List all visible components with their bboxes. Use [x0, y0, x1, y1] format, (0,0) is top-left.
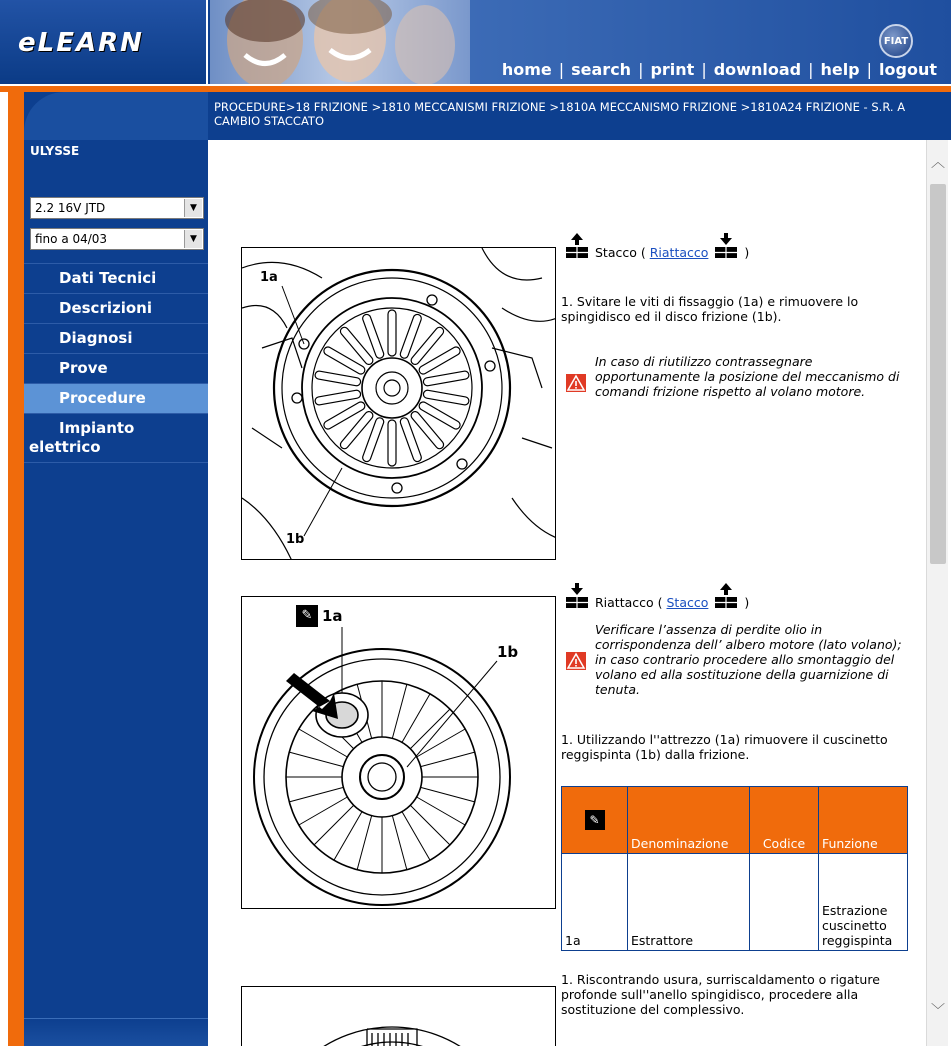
sidebar-menu — [24, 263, 208, 463]
warning-text: In caso di riutilizzo contrassegnare opportunamente la posizione del meccanismo di comandi frizione rispetto al volano motore. — [595, 354, 900, 399]
sidebar-item-prove[interactable]: Prove — [24, 353, 208, 383]
table-header-row — [562, 787, 908, 854]
sidebar-item-dati-tecnici[interactable]: Dati Tecnici — [24, 263, 208, 293]
sidebar-item-procedure[interactable]: Procedure — [24, 383, 208, 413]
model-title: ULYSSE — [30, 144, 80, 158]
tool-icon: ✎ — [296, 605, 318, 627]
banner-people-image — [210, 0, 470, 84]
logo-area — [0, 0, 208, 84]
wrench-icon: ✎ — [585, 810, 605, 830]
riattacco-link[interactable]: Riattacco — [649, 245, 709, 260]
riattacco-close-paren: ) — [744, 595, 750, 610]
table-cell-code — [750, 854, 819, 951]
bearing-removal-figure — [241, 596, 556, 909]
orange-side-stripe — [8, 92, 24, 1046]
nav-search[interactable]: search — [571, 60, 632, 79]
riattacco-label: Riattacco ( — [594, 595, 663, 610]
scroll-up-icon[interactable]: ︿ — [931, 155, 945, 171]
chevron-down-icon[interactable]: ▼ — [184, 199, 202, 217]
scroll-down-icon[interactable]: ﹀ — [931, 1003, 945, 1019]
attach-icon — [712, 232, 740, 260]
nav-home[interactable]: home — [501, 60, 552, 79]
breadcrumb-wedge — [24, 92, 208, 140]
table-cell-function: Estrazione cuscinetto reggispinta — [819, 854, 908, 951]
figure-label-1b: 1b — [286, 532, 305, 547]
figure-label-1b: 1b — [497, 643, 519, 661]
engine-select[interactable] — [30, 197, 204, 219]
scroll-thumb[interactable] — [930, 184, 946, 564]
table-row — [562, 854, 908, 951]
warning-icon — [566, 374, 586, 392]
clutch-removal-figure — [241, 247, 556, 560]
sidebar-footer — [24, 1018, 208, 1046]
stacco-close-paren: ) — [744, 245, 750, 260]
stacco-link[interactable]: Stacco — [666, 595, 709, 610]
top-navigation: home | search | print | download | help | logout — [501, 60, 937, 79]
chevron-down-icon[interactable]: ▼ — [184, 230, 202, 248]
table-header-denominazione: Denominazione — [628, 787, 750, 854]
nav-logout[interactable]: logout — [879, 60, 937, 79]
nav-download[interactable]: download — [713, 60, 802, 79]
stacco-label: Stacco ( — [594, 245, 646, 260]
table-header-funzione: Funzione — [819, 787, 908, 854]
clutch-pressure-plate-drawing — [242, 248, 556, 560]
sidebar-item-diagnosi[interactable]: Diagnosi — [24, 323, 208, 353]
header — [0, 0, 951, 84]
elearn-logo: eLEARN — [18, 28, 144, 58]
table-cell-ref: 1a — [562, 854, 628, 951]
date-select[interactable] — [30, 228, 204, 250]
attach-icon — [563, 582, 591, 610]
table-header-tool — [562, 787, 628, 854]
sidebar-item-impianto-elettrico[interactable]: Impianto elettrico — [24, 413, 208, 463]
detach-icon — [712, 582, 740, 610]
stacco-heading — [563, 232, 749, 260]
detach-icon — [563, 232, 591, 260]
banner-photo — [210, 0, 470, 84]
date-select-value: fino a 04/03 — [35, 232, 108, 246]
figure-label-1a: 1a — [322, 607, 343, 625]
step-text: 1. Svitare le viti di fissaggio (1a) e rimuovere lo spingidisco ed il disco frizione (1b). — [561, 294, 859, 324]
warning-icon — [566, 652, 586, 670]
riattacco-heading — [563, 582, 749, 610]
step-text: 1. Utilizzando l''attrezzo (1a) rimuovere il cuscinetto reggispinta (1b) dalla frizione. — [561, 732, 888, 762]
breadcrumb: PROCEDURE>18 FRIZIONE >1810 MECCANISMI FRIZIONE >1810A MECCANISMO FRIZIONE >1810A24 FRIZIONE - S.R. A CAMBIO STACCATO — [214, 100, 906, 128]
nav-print[interactable]: print — [650, 60, 695, 79]
figure-label-1a: 1a — [260, 270, 278, 285]
nav-help[interactable]: help — [820, 60, 860, 79]
warning-text: Verificare l’assenza di perdite olio in corrispondenza dell’ albero motore (lato volano); in caso contrario procedere allo smontaggio del volano ed alla sostituzione della guarnizione di tenuta. — [595, 622, 902, 697]
sidebar-item-descrizioni[interactable]: Descrizioni — [24, 293, 208, 323]
table-header-codice: Codice — [750, 787, 819, 854]
scrollbar[interactable] — [926, 140, 948, 1046]
fiat-logo-icon: FIAT — [879, 24, 913, 58]
step-text: 1. Riscontrando usura, surriscaldamento o rigature profonde sull''anello spingidisco, procedere alla sostituzione del complessivo. — [561, 972, 880, 1017]
table-cell-name: Estrattore — [628, 854, 750, 951]
clutch-disc-figure — [241, 986, 556, 1046]
engine-select-value: 2.2 16V JTD — [35, 201, 106, 215]
clutch-disc-drawing — [242, 987, 556, 1046]
tool-table — [561, 786, 908, 951]
